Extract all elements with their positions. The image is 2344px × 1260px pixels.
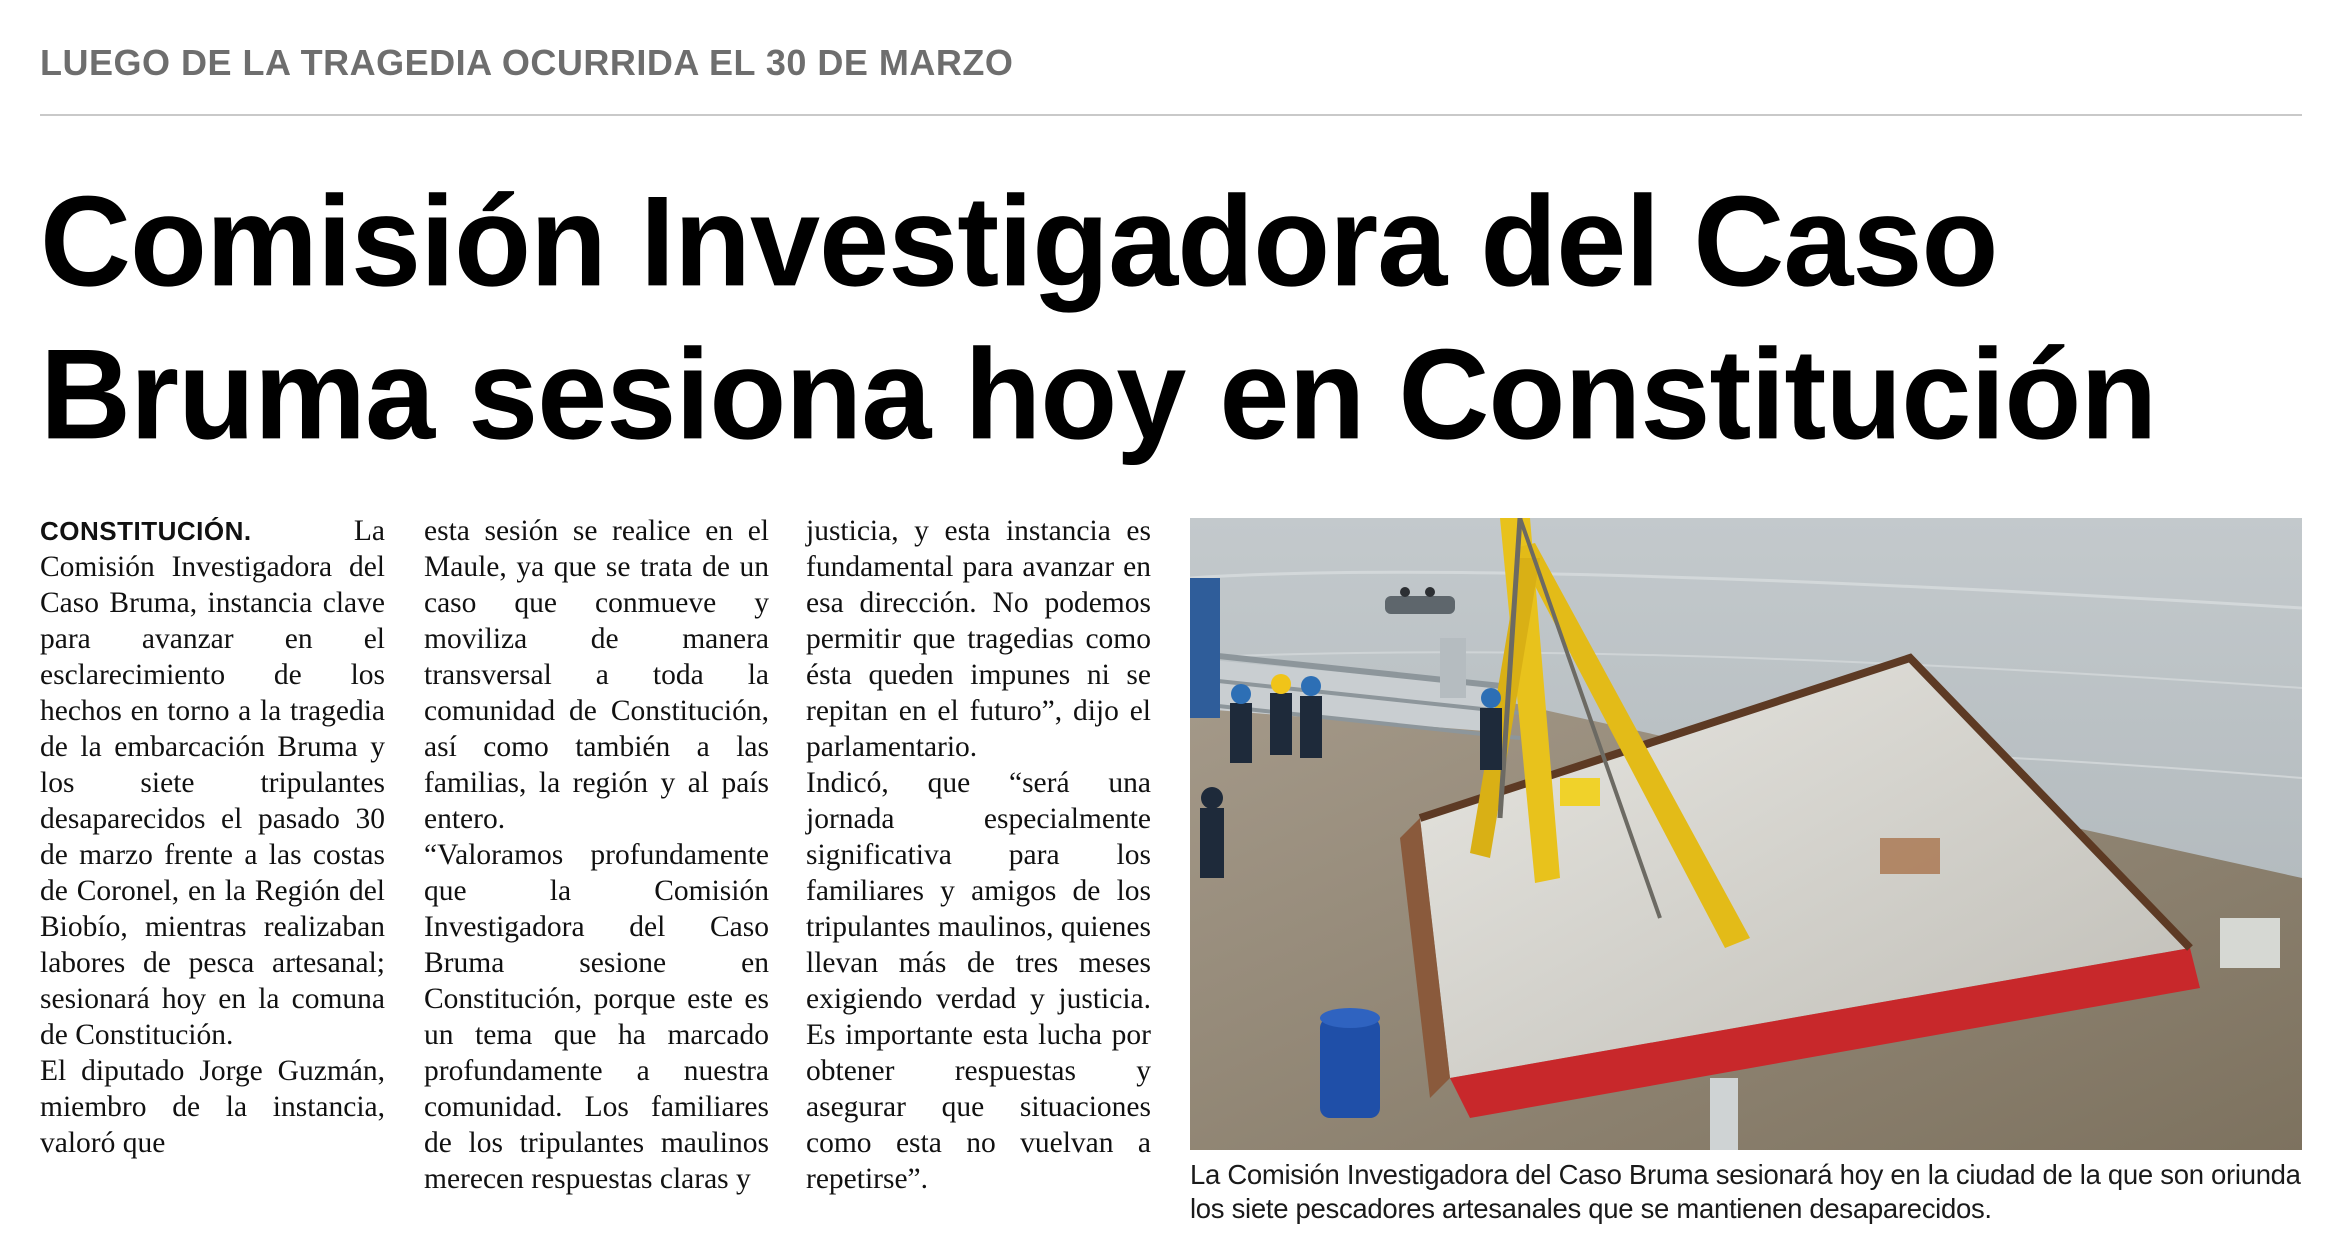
headline-line-1: Comisión Investigadora del Caso [40,169,1998,313]
article-column-1 [40,513,385,1161]
article-paragraph: Indicó, que “será una jornada especialmente significativa para los familiares y amigos de los tripulantes maulinos, quienes llevan más de tres meses exigiendo verdad y justicia. Es importante esta lucha por obtener respuestas y asegurar que situaciones como esta no vuelvan a repetirse”. [806,767,1151,1195]
divider [40,114,2302,116]
article-column-2 [424,513,769,1197]
article-paragraph: El diputado Jorge Guzmán, miembro de la instancia, valoró que [40,1055,385,1159]
article-column-3 [806,513,1151,1197]
paragraph-text: La Comisión Investigadora del Caso Bruma, instancia clave para avanzar en el esclarecimiento de los hechos en torno a la tragedia de la embarcación Bruma y los siete tripulantes desaparecidos el pasado 30 de marzo frente a las costas de Coronel, en la Región del Biobío, mientras realizaban labores de pesca artesanal; sesionará hoy en la comuna de Constitución. [40,515,385,1051]
headline [40,165,2330,471]
kicker: LUEGO DE LA TRAGEDIA OCURRIDA EL 30 DE MARZO [40,42,1014,83]
article-paragraph: esta sesión se realice en el Maule, ya que se trata de un caso que conmueve y moviliza de manera transversal a toda la comunidad de Constitución, así como también a las familias, la región y al país entero. [424,515,769,835]
boat-wreck-photo [1190,518,2302,1150]
article-paragraph: “Valoramos profundamente que la Comisión Investigadora del Caso Bruma sesione en Constitución, porque este es un tema que ha marcado profundamente a nuestra comunidad. Los familiares de los tripulantes maulinos merecen respuestas claras y [424,839,769,1195]
article-paragraph: justicia, y esta instancia es fundamental para avanzar en esa dirección. No podemos permitir que tragedias como ésta queden impunes ni se repitan en el futuro”, dijo el parlamentario. [806,515,1151,763]
headline-line-2: Bruma sesiona hoy en Constitución [40,322,2157,466]
article-paragraph [40,513,385,1053]
photo-caption: La Comisión Investigadora del Caso Bruma sesionará hoy en la ciudad de la que son oriunda los siete pescadores artesanales que se mantienen desaparecidos. [1190,1159,2301,1224]
dateline: CONSTITUCIÓN. [40,516,252,546]
